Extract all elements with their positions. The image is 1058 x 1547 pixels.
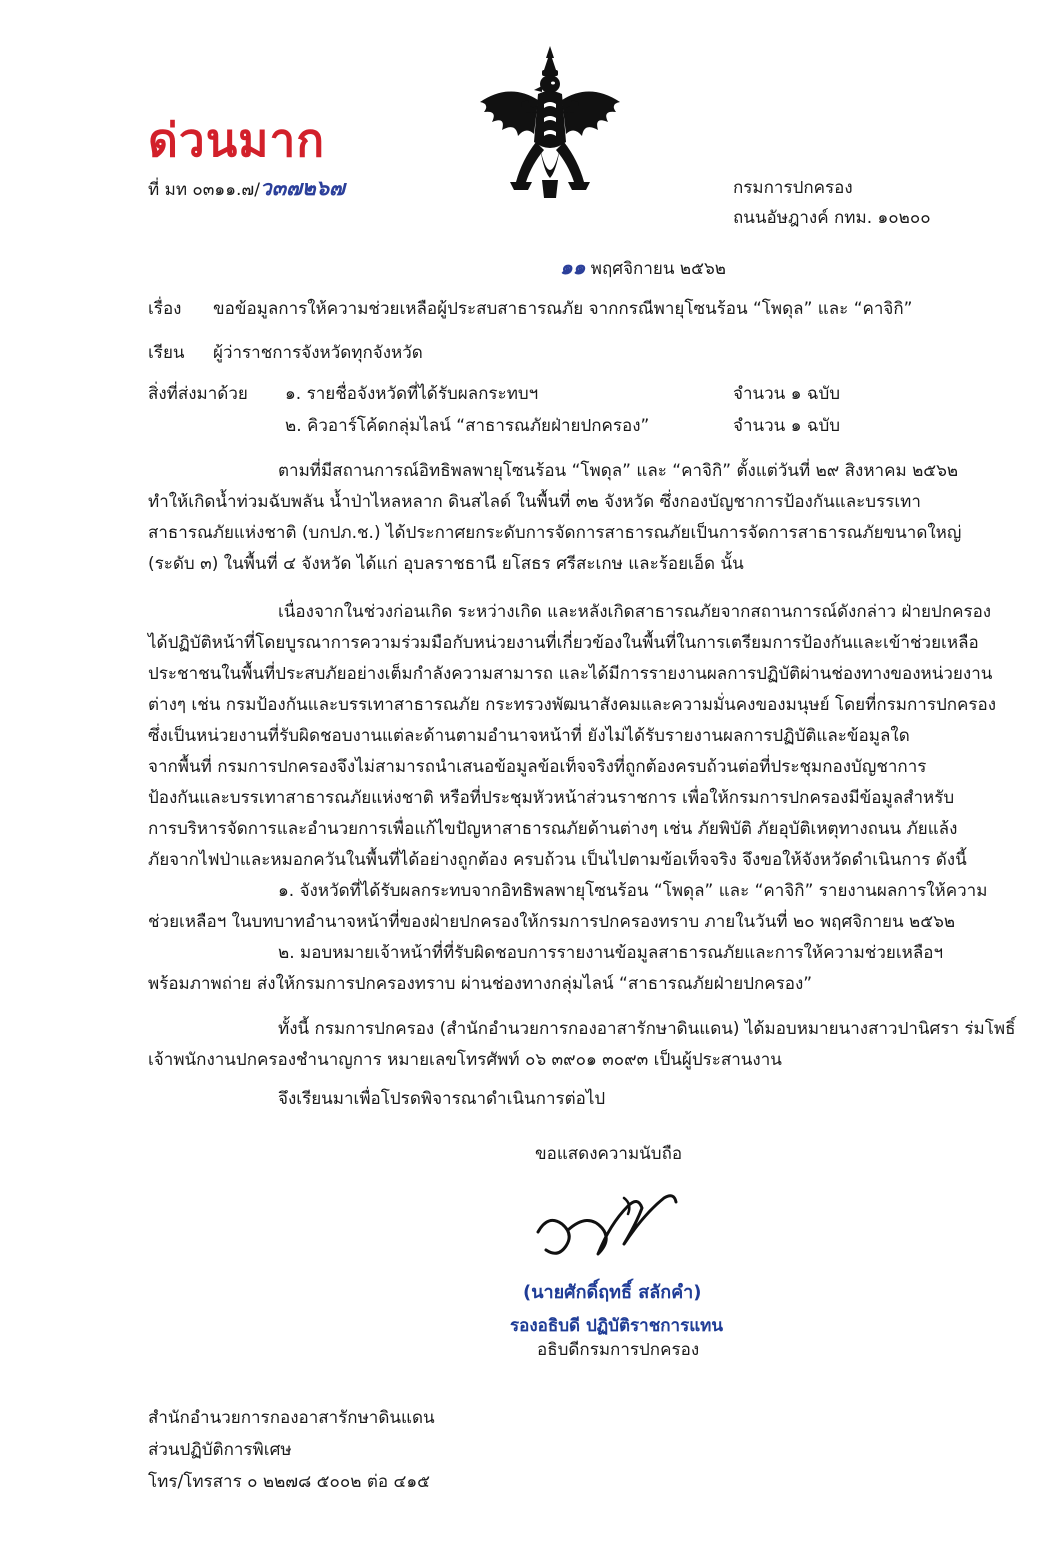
closing-request: จึงเรียนมาเพื่อโปรดพิจารณาดำเนินการต่อไป — [278, 1089, 606, 1109]
urgency-stamp: ด่วนมาก — [148, 113, 326, 167]
paragraph-line: (ระดับ ๓) ในพื้นที่ ๔ จังหวัด ได้แก่ อุบลราชธานี ยโสธร ศรีสะเกษ และร้อยเอ็ด นั้น — [148, 554, 744, 574]
date-day: ๑๑ — [560, 255, 586, 279]
reference-prefix: ที่ มท ๐๓๑๑.๗/ — [148, 180, 260, 200]
enclosure-qty: จำนวน ๑ ฉบับ — [733, 384, 841, 404]
paragraph-line: การบริหารจัดการและอำนวยการเพื่อแก้ไขปัญหาสาธารณภัยด้านต่างๆ เช่น ภัยพิบัติ ภัยอุบัติเหตุทางถนน ภัยแล้ง — [148, 819, 958, 839]
garuda-emblem-icon — [470, 42, 630, 202]
paragraph-line: ช่วยเหลือฯ ในบทบาทอำนาจหน้าที่ของฝ่ายปกครองให้กรมการปกครองทราบ ภายในวันที่ ๒๐ พฤศจิกายน ๒๕๖๒ — [148, 912, 956, 932]
subject-label: เรื่อง — [148, 299, 182, 319]
issuing-org: กรมการปกครอง — [733, 178, 853, 198]
recipient-text: ผู้ว่าราชการจังหวัดทุกจังหวัด — [213, 343, 423, 363]
enclosure-item: ๑. รายชื่อจังหวัดที่ได้รับผลกระทบฯ — [285, 384, 539, 404]
body-paragraph-1 — [148, 456, 963, 580]
footer-division: ส่วนปฏิบัติการพิเศษ — [148, 1440, 292, 1460]
letter-date — [560, 255, 726, 281]
paragraph-line: ภัยจากไฟป่าและหมอกควันในพื้นที่ได้อย่างถูกต้อง ครบถ้วน เป็นไปตามข้อเท็จจริง จึงขอให้จังหวัดดำเนินการ ดังนี้ — [148, 850, 967, 870]
paragraph-line: ได้ปฏิบัติหน้าที่โดยบูรณาการความร่วมมือกับหน่วยงานที่เกี่ยวข้องในพื้นที่ในการเตรียมการป้องกันและเข้าช่วยเหลือ — [148, 633, 979, 653]
body-paragraph-3 — [148, 1014, 1016, 1076]
handwritten-signature — [528, 1184, 728, 1274]
enclosures-label: สิ่งที่ส่งมาด้วย — [148, 384, 248, 404]
paragraph-line: ประชาชนในพื้นที่ประสบภัยอย่างเต็มกำลังความสามารถ และได้มีการรายงานผลการปฏิบัติผ่านช่องทางของหน่วยงาน — [148, 664, 993, 684]
paragraph-line: ต่างๆ เช่น กรมป้องกันและบรรเทาสาธารณภัย กระทรวงพัฒนาสังคมและความมั่นคงของมนุษย์ โดยที่กรมการปกครอง — [148, 695, 997, 715]
signatory-title: อธิบดีกรมการปกครอง — [537, 1340, 700, 1360]
paragraph-line: ป้องกันและบรรเทาสาธารณภัยแห่งชาติ หรือที่ประชุมหัวหน้าส่วนราชการ เพื่อให้กรมการปกครองมีข้อมูลสำหรับ — [148, 788, 955, 808]
action-item-1 — [148, 876, 988, 938]
paragraph-line: ๒. มอบหมายเจ้าหน้าที่ที่รับผิดชอบการรายงานข้อมูลสาธารณภัยและการให้ความช่วยเหลือฯ — [278, 943, 944, 963]
paragraph-line: ทำให้เกิดน้ำท่วมฉับพลัน น้ำป่าไหลหลาก ดินสไลด์ ในพื้นที่ ๓๒ จังหวัด ซึ่งกองบัญชาการป้องกันและบรรเทา — [148, 492, 921, 512]
subject-text: ขอข้อมูลการให้ความช่วยเหลือผู้ประสบสาธารณภัย จากกรณีพายุโซนร้อน “โพดุล” และ “คาจิกิ” — [213, 299, 913, 319]
footer-phone: โทร/โทรสาร ๐ ๒๒๗๘ ๕๐๐๒ ต่อ ๔๑๕ — [148, 1472, 431, 1492]
signatory-acting-title: รองอธิบดี ปฏิบัติราชการแทน — [510, 1316, 723, 1336]
action-item-2 — [148, 938, 963, 1000]
paragraph-line: ๑. จังหวัดที่ได้รับผลกระทบจากอิทธิพลพายุโซนร้อน “โพดุล” และ “คาจิกิ” รายงานผลการให้ความ — [278, 881, 988, 901]
recipient-label: เรียน — [148, 343, 185, 363]
reference-number: ว๓๗๒๖๗ — [259, 176, 345, 200]
footer-office: สำนักอำนวยการกองอาสารักษาดินแดน — [148, 1408, 435, 1428]
signatory-name: (นายศักดิ์ฤทธิ์ สลักคำ) — [523, 1282, 702, 1303]
enclosure-item: ๒. คิวอาร์โค้ดกลุ่มไลน์ “สาธารณภัยฝ่ายปกครอง” — [285, 416, 650, 436]
reference-line — [148, 176, 345, 202]
paragraph-line: เจ้าพนักงานปกครองชำนาญการ หมายเลขโทรศัพท์ ๐๖ ๓๙๐๑ ๓๐๙๓ เป็นผู้ประสานงาน — [148, 1050, 782, 1070]
date-month-year: พฤศจิกายน ๒๕๖๒ — [590, 259, 726, 279]
paragraph-line: ทั้งนี้ กรมการปกครอง (สำนักอำนวยการกองอาสารักษาดินแดน) ได้มอบหมายนางสาวปานิศรา ร่มโพธิ์ — [278, 1019, 1016, 1039]
salutation: ขอแสดงความนับถือ — [535, 1144, 683, 1164]
paragraph-line: ซึ่งเป็นหน่วยงานที่รับผิดชอบงานแต่ละด้านตามอำนาจหน้าที่ ยังไม่ได้รับรายงานผลการปฏิบัติและข้อมูลใด — [148, 726, 910, 746]
paragraph-line: สาธารณภัยแห่งชาติ (บกปภ.ช.) ได้ประกาศยกระดับการจัดการสาธารณภัยเป็นการจัดการสาธารณภัยขนาดใหญ่ — [148, 523, 962, 543]
org-address: ถนนอัษฎางค์ กทม. ๑๐๒๐๐ — [733, 208, 931, 228]
enclosure-qty: จำนวน ๑ ฉบับ — [733, 416, 841, 436]
paragraph-line: พร้อมภาพถ่าย ส่งให้กรมการปกครองทราบ ผ่านช่องทางกลุ่มไลน์ “สาธารณภัยฝ่ายปกครอง” — [148, 974, 813, 994]
paragraph-line: จากพื้นที่ กรมการปกครองจึงไม่สามารถนำเสนอข้อมูลข้อเท็จจริงที่ถูกต้องครบถ้วนต่อที่ประชุมกองบัญชาการ — [148, 757, 927, 777]
paragraph-line: ตามที่มีสถานการณ์อิทธิพลพายุโซนร้อน “โพดุล” และ “คาจิกิ” ตั้งแต่วันที่ ๒๙ สิงหาคม ๒๕๖๒ — [278, 461, 959, 481]
paragraph-line: เนื่องจากในช่วงก่อนเกิด ระหว่างเกิด และหลังเกิดสาธารณภัยจากสถานการณ์ดังกล่าว ฝ่ายปกครอง — [278, 602, 992, 622]
body-paragraph-2 — [148, 597, 997, 876]
